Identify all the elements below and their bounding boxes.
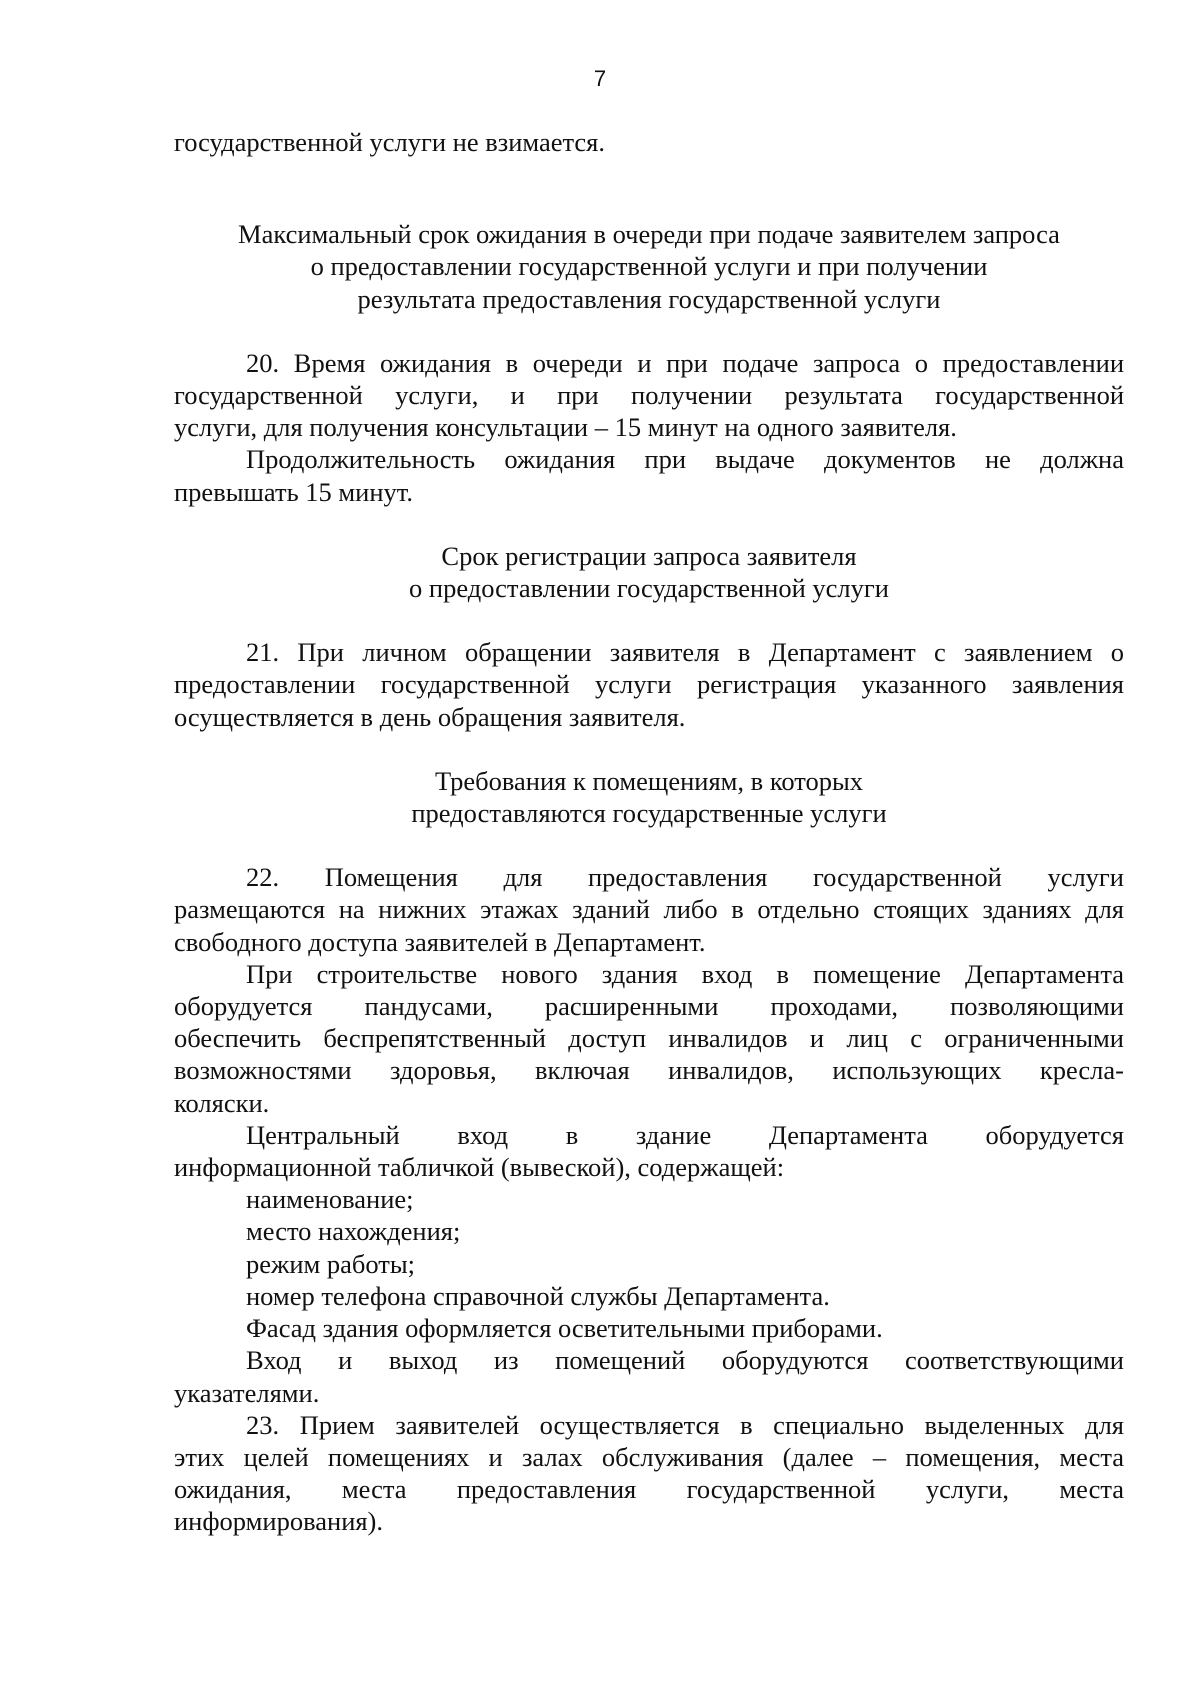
paragraph-line: размещаются на нижних этажах зданий либо в отдельно стоящих зданиях для	[174, 894, 1124, 925]
paragraph-line: указателями.	[174, 1377, 320, 1408]
section-heading-premises	[174, 765, 1124, 829]
paragraph-22	[174, 861, 1124, 958]
paragraph-facade: Фасад здания оформляется осветительными приборами.	[246, 1313, 883, 1344]
paragraph-line: услуги, для получения консультации – 15 минут на одного заявителя.	[174, 412, 957, 443]
paragraph-line: 20. Время ожидания в очереди и при подаче запроса о предоставлении	[246, 347, 1124, 378]
paragraph-line: информационной табличкой (вывеской), содержащей:	[174, 1152, 785, 1183]
paragraph-line: этих целей помещениях и залах обслуживания (далее – помещения, места	[174, 1441, 1124, 1472]
paragraph-line: Центральный вход в здание Департамента оборудуется	[246, 1119, 1124, 1150]
paragraph-line: 22. Помещения для предоставления государственной услуги	[246, 862, 1124, 893]
paragraph-line: информирования).	[174, 1506, 384, 1537]
section-heading-waiting-time	[174, 218, 1124, 315]
heading-line: Требования к помещениям, в которых	[434, 765, 864, 796]
paragraph-line: осуществляется в день обращения заявителя.	[174, 701, 686, 732]
paragraph-line: ожидания, места предоставления государственной услуги, места	[174, 1474, 1124, 1505]
paragraph-line: коляски.	[174, 1087, 270, 1118]
list-item: наименование;	[246, 1184, 414, 1215]
list-item: номер телефона справочной службы Департамента.	[246, 1280, 830, 1311]
paragraph-20-waiting-docs	[174, 443, 1124, 507]
paragraph-line: 21. При личном обращении заявителя в Департамент с заявлением о	[246, 637, 1124, 668]
sign-contents-list	[174, 1183, 1124, 1312]
heading-line: Срок регистрации запроса заявителя	[441, 540, 857, 571]
paragraph-line: Вход и выход из помещений оборудуются соответствующими	[246, 1345, 1124, 1376]
paragraph-21	[174, 636, 1124, 733]
section-heading-registration	[174, 540, 1124, 604]
heading-line: о предоставлении государственной услуги и при получении	[310, 251, 988, 282]
paragraph-line: государственной услуги, и при получении результата государственной	[174, 380, 1124, 411]
heading-line: о предоставлении государственной услуги	[409, 573, 889, 604]
paragraph-line: возможностями здоровья, включая инвалидов, использующих кресла-	[174, 1055, 1124, 1086]
paragraph-22-central-entrance	[174, 1119, 1124, 1183]
intro-paragraph-tail: государственной услуги не взимается.	[174, 127, 605, 157]
paragraph-line: оборудуется пандусами, расширенными проходами, позволяющими	[174, 991, 1124, 1022]
paragraph-line: При строительстве нового здания вход в помещение Департамента	[246, 958, 1124, 989]
paragraph-line: превышать 15 минут.	[174, 476, 414, 507]
paragraph-23	[174, 1409, 1124, 1538]
paragraph-line: свободного доступа заявителей в Департамент.	[174, 926, 706, 957]
list-item: режим работы;	[246, 1248, 416, 1279]
paragraph-22-construction	[174, 958, 1124, 1119]
paragraph-line: предоставлении государственной услуги регистрация указанного заявления	[174, 669, 1124, 700]
page-number: 7	[593, 66, 607, 91]
paragraph-line: 23. Прием заявителей осуществляется в специально выделенных для	[246, 1409, 1124, 1440]
document-body	[174, 126, 1124, 1538]
paragraph-entrance-exit	[174, 1344, 1124, 1408]
heading-line: результата предоставления государственной услуги	[357, 283, 941, 314]
heading-line: Максимальный срок ожидания в очереди при подаче заявителем запроса	[238, 219, 1060, 250]
paragraph-line: Продолжительность ожидания при выдаче документов не должна	[246, 444, 1124, 475]
paragraph-20	[174, 347, 1124, 444]
paragraph-line: обеспечить беспрепятственный доступ инвалидов и лиц с ограниченными	[174, 1023, 1124, 1054]
heading-line: предоставляются государственные услуги	[411, 798, 887, 829]
list-item: место нахождения;	[246, 1216, 461, 1247]
